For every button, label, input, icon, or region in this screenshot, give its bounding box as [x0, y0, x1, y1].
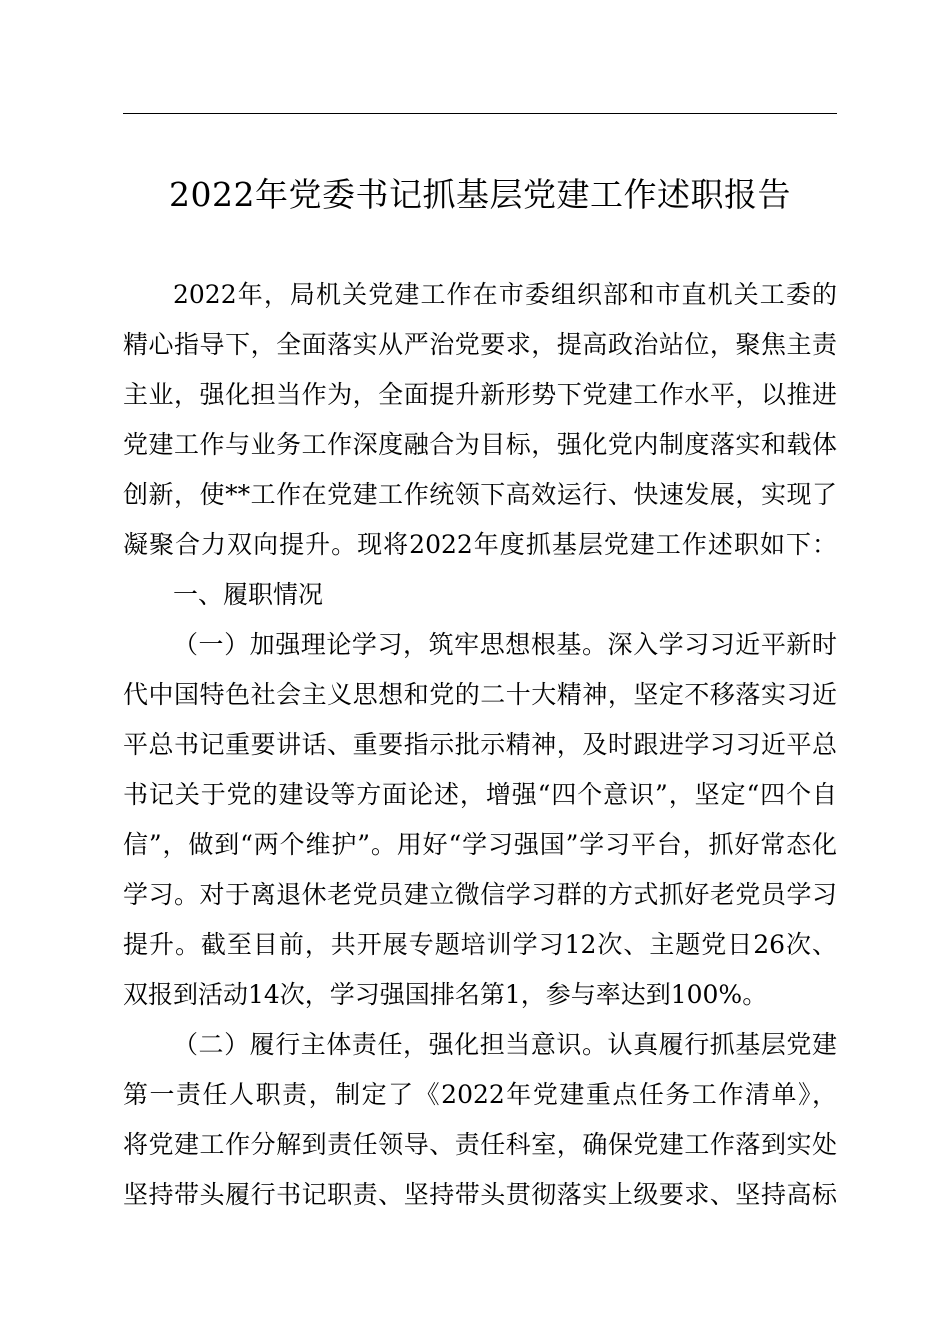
text-line: 主业，强化担当作为，全面提升新形势下党建工作水平，以推进	[123, 380, 837, 409]
paragraph-theory-study	[123, 620, 837, 1020]
text-line: 第一责任人职责，制定了《2022年党建重点任务工作清单》，	[123, 1080, 837, 1109]
section-heading-text: 一、履职情况	[173, 580, 324, 609]
text-line: （二）履行主体责任，强化担当意识。认真履行抓基层党建	[173, 1030, 837, 1059]
document-body	[123, 270, 837, 1220]
text-line: （一）加强理论学习，筑牢思想根基。深入学习习近平新时	[173, 630, 837, 659]
paragraph-intro	[123, 270, 837, 570]
section-heading	[123, 570, 837, 620]
text-line: 坚持带头履行书记职责、坚持带头贯彻落实上级要求、坚持高标	[123, 1180, 837, 1209]
text-line: 书记关于党的建设等方面论述，增强“四个意识”，坚定“四个自	[123, 780, 837, 809]
text-line: 精心指导下，全面落实从严治党要求，提高政治站位，聚焦主责	[123, 330, 837, 359]
text-line: 代中国特色社会主义思想和党的二十大精神，坚定不移落实习近	[123, 680, 837, 709]
text-line: 凝聚合力双向提升。现将2022年度抓基层党建工作述职如下：	[123, 530, 837, 559]
header-rule	[123, 113, 837, 114]
text-line: 平总书记重要讲话、重要指示批示精神，及时跟进学习习近平总	[123, 730, 837, 759]
text-line: 创新，使**工作在党建工作统领下高效运行、快速发展，实现了	[123, 480, 837, 509]
text-line: 信”，做到“两个维护”。用好“学习强国”学习平台，抓好常态化	[123, 830, 837, 859]
paragraph-main-responsibility	[123, 1020, 837, 1220]
text-line: 将党建工作分解到责任领导、责任科室，确保党建工作落到实处	[123, 1130, 837, 1159]
text-line: 党建工作与业务工作深度融合为目标，强化党内制度落实和载体	[123, 430, 837, 459]
document-title: 2022年党委书记抓基层党建工作述职报告	[169, 175, 791, 214]
text-line: 学习。对于离退休老党员建立微信学习群的方式抓好老党员学习	[123, 880, 837, 909]
text-line: 双报到活动14次，学习强国排名第1，参与率达到100%。	[123, 980, 768, 1009]
text-line: 提升。截至目前，共开展专题培训学习12次、主题党日26次、	[123, 930, 837, 959]
text-line: 2022年，局机关党建工作在市委组织部和市直机关工委的	[173, 280, 837, 309]
